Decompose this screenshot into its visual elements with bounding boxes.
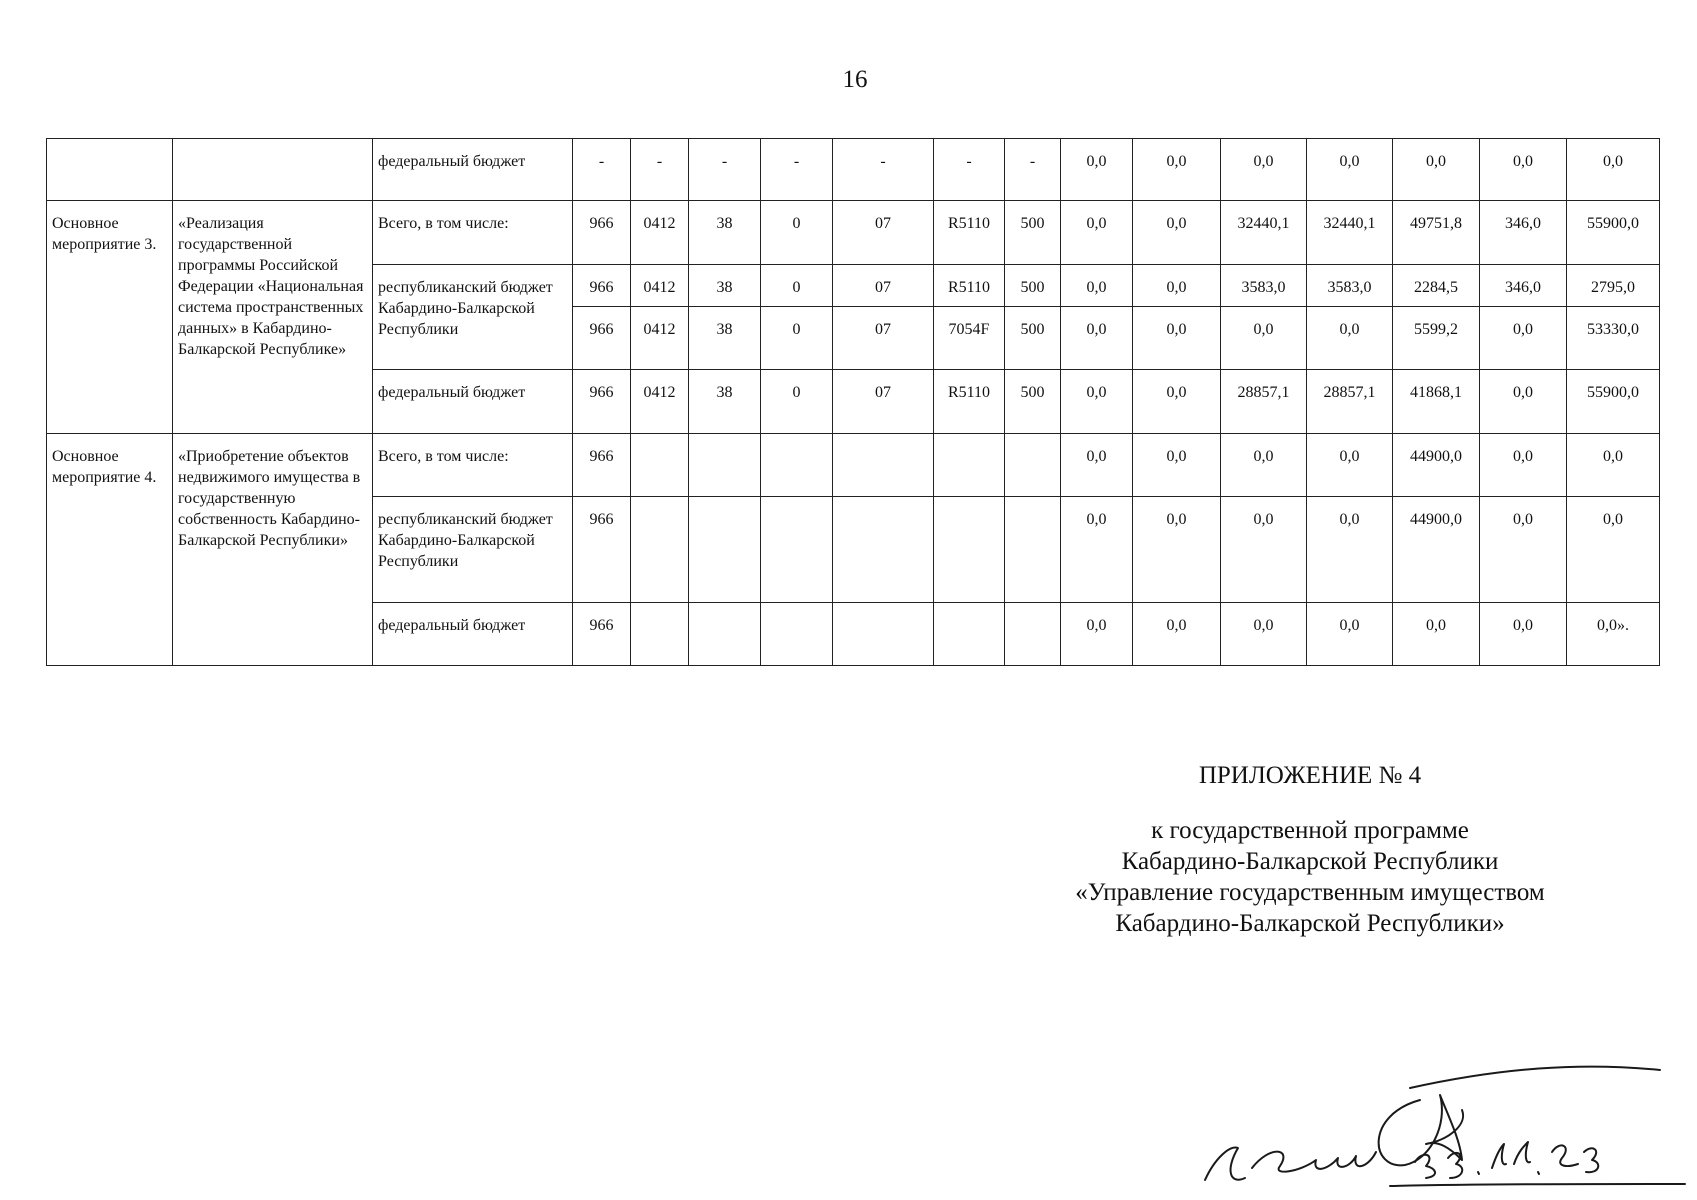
table-cell: 07 [833,264,934,306]
table-cell: 966 [573,602,631,665]
appendix-line: «Управление государственным имуществом [1075,879,1545,906]
table-cell [833,433,934,496]
activity-cell [47,139,173,201]
table-cell: 966 [573,201,631,264]
activity-cell: Основное мероприятие 4. [47,433,173,665]
table-cell [934,602,1005,665]
table-cell: R5110 [934,370,1005,433]
table-cell: 0,0 [1307,306,1393,369]
activity-name-cell: «Приобретение объектов недвижимого имущества в государственную собственность Кабардино-Балкарской Республики» [173,433,373,665]
activity-cell: Основное мероприятие 3. [47,201,173,433]
table-cell: 0,0 [1393,602,1480,665]
table-cell: 07 [833,370,934,433]
table-cell [761,602,833,665]
table-cell: 0,0 [1221,139,1307,201]
table-cell [631,433,689,496]
table-cell: 2284,5 [1393,264,1480,306]
table-cell: 500 [1005,201,1061,264]
table-cell: 0,0 [1133,201,1221,264]
budget-table [46,138,1660,666]
table-cell [934,497,1005,603]
appendix-line: Кабардино-Балкарской Республики» [1115,910,1505,937]
table-cell: 0,0 [1567,139,1660,201]
table-cell: 44900,0 [1393,497,1480,603]
table-cell: 55900,0 [1567,370,1660,433]
table-cell: 0,0 [1061,139,1133,201]
funding-source-cell: федеральный бюджет [373,370,573,433]
table-cell [689,602,761,665]
table-cell: 32440,1 [1221,201,1307,264]
table-cell: 0 [761,264,833,306]
table-cell: 346,0 [1480,264,1567,306]
table-cell: 966 [573,264,631,306]
table-cell: 0,0 [1480,370,1567,433]
appendix-line: к государственной программе [1151,817,1469,844]
table-cell: 0,0 [1567,433,1660,496]
table-cell [689,433,761,496]
table-cell [1005,602,1061,665]
table-cell: 0,0 [1061,264,1133,306]
table-cell: 41868,1 [1393,370,1480,433]
table-cell: 0,0 [1133,139,1221,201]
table-cell: 0,0 [1221,602,1307,665]
table-cell: 28857,1 [1221,370,1307,433]
table-cell: 346,0 [1480,201,1567,264]
table-cell: - [631,139,689,201]
table-cell: 0,0 [1480,139,1567,201]
table-cell: 0,0 [1480,306,1567,369]
table-cell [833,602,934,665]
table-cell: 0,0 [1480,497,1567,603]
table-cell: 0412 [631,306,689,369]
table-cell [1005,433,1061,496]
table-cell: 0,0 [1393,139,1480,201]
table-cell: 0,0 [1221,433,1307,496]
table-cell: 0,0 [1133,306,1221,369]
table-cell: 0,0 [1133,433,1221,496]
table-cell: 966 [573,433,631,496]
table-row [47,201,1660,264]
table-cell [631,602,689,665]
table-cell: 0,0 [1061,306,1133,369]
table-cell: 32440,1 [1307,201,1393,264]
table-cell: 0,0 [1480,433,1567,496]
table-cell: 0 [761,201,833,264]
table-cell: 0,0 [1133,264,1221,306]
table-cell: 28857,1 [1307,370,1393,433]
table-cell: 0 [761,306,833,369]
table-cell: 0,0 [1221,306,1307,369]
page-number: 16 [842,66,868,93]
table-cell: 44900,0 [1393,433,1480,496]
table-cell: 0412 [631,264,689,306]
funding-source-cell: федеральный бюджет [373,602,573,665]
table-cell: 2795,0 [1567,264,1660,306]
table-cell: 0,0 [1480,602,1567,665]
table-cell: 0,0 [1307,433,1393,496]
table-cell [631,497,689,603]
table-cell: - [761,139,833,201]
table-cell: R5110 [934,201,1005,264]
table-cell: 53330,0 [1567,306,1660,369]
table-cell: - [573,139,631,201]
table-cell: 0,0». [1567,602,1660,665]
funding-source-cell: Всего, в том числе: [373,201,573,264]
table-cell: 0,0 [1133,497,1221,603]
table-row [47,139,1660,201]
table-cell: 07 [833,306,934,369]
table-cell [934,433,1005,496]
handwritten-signature [1200,1040,1690,1190]
appendix-title: ПРИЛОЖЕНИЕ № 4 [1198,762,1422,789]
table-cell: 966 [573,370,631,433]
table-cell: 0412 [631,370,689,433]
table-cell [833,497,934,603]
table-cell: 49751,8 [1393,201,1480,264]
table-cell: 0,0 [1133,602,1221,665]
table-cell [1005,497,1061,603]
table-cell: - [833,139,934,201]
table-cell: 0,0 [1061,433,1133,496]
table-cell [689,497,761,603]
table-cell: 55900,0 [1567,201,1660,264]
table-cell: 07 [833,201,934,264]
table-cell: 966 [573,497,631,603]
table-cell: 0 [761,370,833,433]
table-cell: 38 [689,264,761,306]
table-cell: - [934,139,1005,201]
table-cell: 3583,0 [1307,264,1393,306]
table-cell [761,433,833,496]
table-cell: 0,0 [1307,497,1393,603]
table-cell: 0,0 [1567,497,1660,603]
table-row [47,433,1660,496]
table-cell: 3583,0 [1221,264,1307,306]
activity-name-cell: «Реализация государственной программы Российской Федерации «Национальная система пространственных данных» в Кабардино-Балкарской Республике» [173,201,373,433]
table-cell: 38 [689,201,761,264]
table-cell: - [689,139,761,201]
activity-name-cell [173,139,373,201]
table-cell: 0412 [631,201,689,264]
table-cell: 500 [1005,306,1061,369]
table-cell: 0,0 [1307,139,1393,201]
table-cell: 500 [1005,370,1061,433]
funding-source-cell: республиканский бюджет Кабардино-Балкарской Республики [373,497,573,603]
table-cell: 0,0 [1221,497,1307,603]
table-cell: 38 [689,306,761,369]
funding-source-cell: республиканский бюджет Кабардино-Балкарской Республики [373,264,573,370]
appendix-block [960,760,1660,939]
table-cell: 0,0 [1061,370,1133,433]
table-cell: 0,0 [1307,602,1393,665]
table-cell: 5599,2 [1393,306,1480,369]
table-cell: 0,0 [1133,370,1221,433]
table-cell: - [1005,139,1061,201]
funding-source-cell: Всего, в том числе: [373,433,573,496]
funding-source-cell: федеральный бюджет [373,139,573,201]
table-cell: 500 [1005,264,1061,306]
table-cell: 7054F [934,306,1005,369]
table-cell: 966 [573,306,631,369]
table-cell: 0,0 [1061,201,1133,264]
table-cell: 38 [689,370,761,433]
table-cell: 0,0 [1061,602,1133,665]
table-cell [761,497,833,603]
appendix-line: Кабардино-Балкарской Республики [1121,848,1499,875]
table-cell: R5110 [934,264,1005,306]
table-cell: 0,0 [1061,497,1133,603]
